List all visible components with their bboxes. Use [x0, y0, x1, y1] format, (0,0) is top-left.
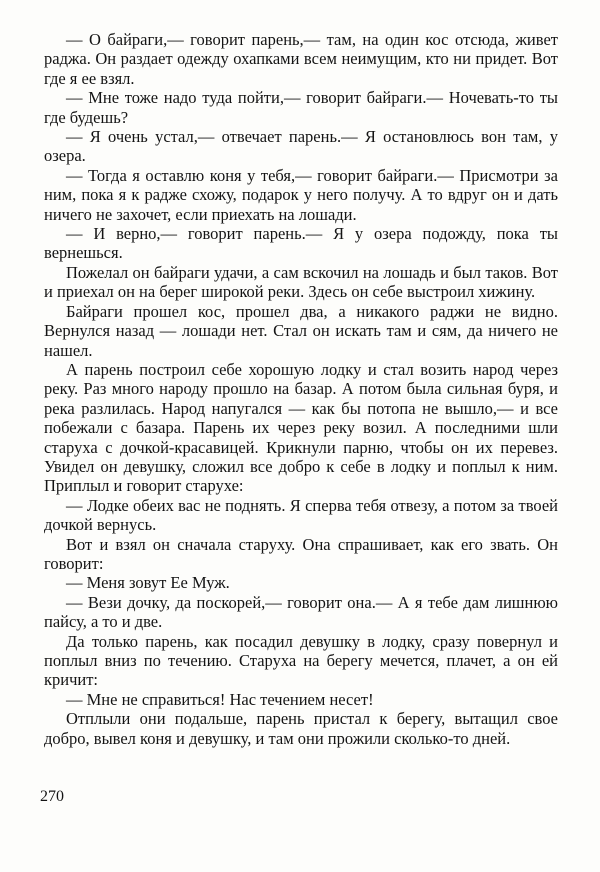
paragraph: — И верно,— говорит парень.— Я у озера подожду, пока ты вернешься.	[44, 224, 558, 263]
paragraph: Отплыли они подальше, парень пристал к берегу, вытащил свое добро, вывел коня и девушку, и там они прожили сколько-то дней.	[44, 709, 558, 748]
paragraph: Пожелал он байраги удачи, а сам вскочил на лошадь и был таков. Вот и приехал он на берег широкой реки. Здесь он себе выстроил хижину.	[44, 262, 558, 302]
paragraph: А парень построил себе хорошую лодку и стал возить народ через реку. Раз много народу прошло на базар. А потом была сильная буря, и река разлилась. Народ напугался — как бы потопа не вышло,— и все побежали с базара. Парень их через реку возил. А последними шли старуха с дочкой-красавицей. Крикнули парню, чтобы он их перевез. Увидел он девушку, сложил все добро к себе в лодку и поплыл к ним. Приплыл и говорит старухе:	[44, 359, 558, 496]
paragraph: — Лодке обеих вас не поднять. Я сперва тебя отвезу, а потом за твоей дочкой вернусь.	[44, 495, 558, 535]
paragraph: — Мне тоже надо туда пойти,— говорит байраги.— Ночевать-то ты где будешь?	[44, 88, 558, 127]
paragraph: — Мне не справиться! Нас течением несет!	[66, 689, 374, 709]
paragraph: Байраги прошел кос, прошел два, а никакого раджи не видно. Вернулся назад — лошади нет. Стал он искать там и сям, да ничего не нашел.	[44, 301, 558, 360]
paragraph: — Я очень устал,— отвечает парень.— Я остановлюсь вон там, у озера.	[44, 127, 558, 166]
page-number: 270	[40, 788, 64, 805]
paragraph: — Вези дочку, да поскорей,— говорит она.— А я тебе дам лишнюю пайсу, а то и две.	[44, 592, 558, 632]
paragraph: Вот и взял он сначала старуху. Она спрашивает, как его звать. Он говорит:	[44, 534, 558, 573]
paragraph: Да только парень, как посадил девушку в лодку, сразу повернул и поплыл вниз по течению. Старуха на берегу мечется, плачет, а он ей кричит:	[44, 631, 558, 690]
paragraph: — Тогда я оставлю коня у тебя,— говорит байраги.— Присмотри за ним, пока я к радже схожу, подарок у него получу. А то вдруг он и дать ничего не захочет, если приехать на лошади.	[44, 165, 558, 224]
paragraph: — Меня зовут Ее Муж.	[66, 573, 230, 593]
paragraph: — О байраги,— говорит парень,— там, на один кос отсюда, живет раджа. Он раздает одежду охапками всем неимущим, кто ни придет. Вот где я ее взял.	[44, 30, 558, 88]
page-text	[44, 30, 558, 748]
